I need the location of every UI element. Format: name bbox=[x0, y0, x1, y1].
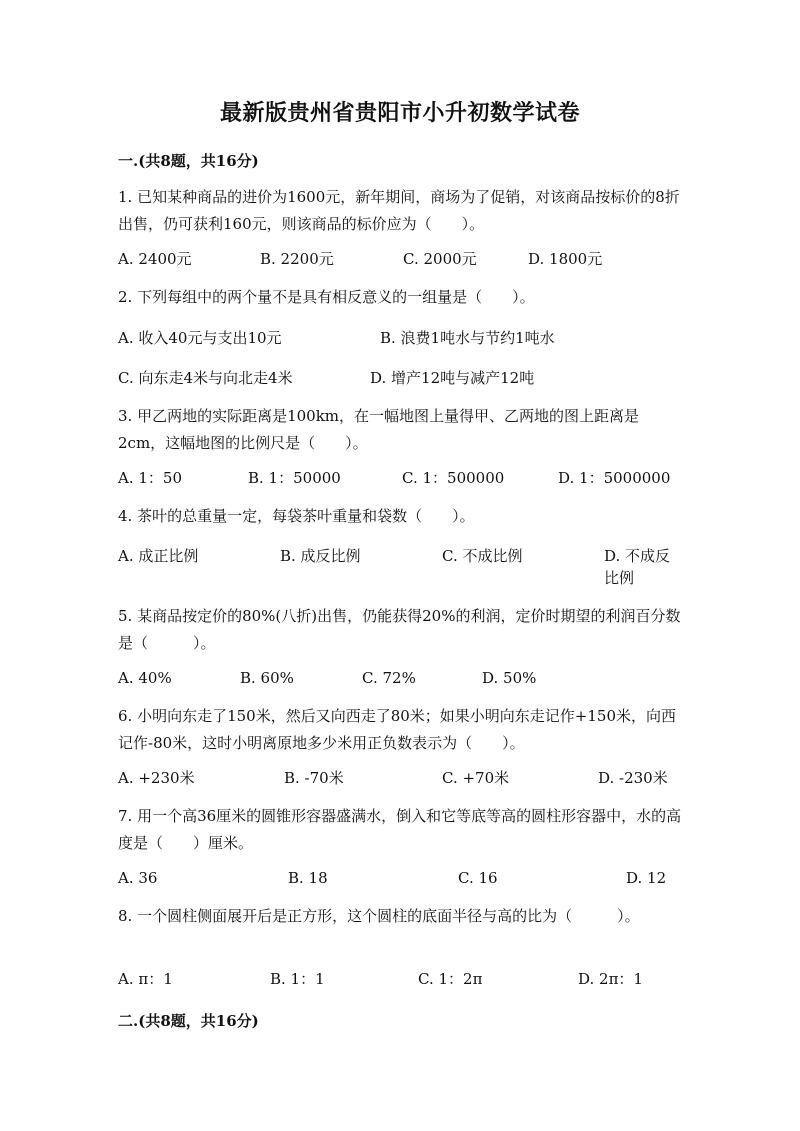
option-c[interactable]: C. 1：500000 bbox=[402, 469, 505, 487]
option-c[interactable]: C. 72% bbox=[362, 669, 416, 687]
question-8: 8. 一个圆柱侧面展开后是正方形，这个圆柱的底面半径与高的比为（ ）。 bbox=[118, 907, 640, 925]
options-2b bbox=[118, 366, 683, 390]
options-7 bbox=[118, 866, 683, 890]
option-a[interactable]: A. +230米 bbox=[118, 769, 195, 787]
section-heading-1: 一.(共8题，共16分) bbox=[118, 152, 259, 170]
option-c[interactable]: C. 2000元 bbox=[403, 250, 477, 268]
option-d[interactable]: D. 不成反比例 bbox=[604, 547, 671, 587]
options-5 bbox=[118, 666, 683, 690]
option-d[interactable]: D. 1800元 bbox=[528, 250, 603, 268]
option-d[interactable]: D. 2π：1 bbox=[578, 970, 643, 988]
options-6 bbox=[118, 766, 683, 790]
options-1 bbox=[118, 247, 683, 271]
option-d[interactable]: D. 12 bbox=[626, 869, 667, 887]
option-b[interactable]: B. -70米 bbox=[284, 769, 344, 787]
options-2a bbox=[118, 326, 683, 350]
question-1: 1. 已知某种商品的进价为1600元，新年期间，商场为了促销，对该商品按标价的8折出售，仍可获利160元，则该商品的标价应为（ ）。 bbox=[118, 188, 680, 233]
option-a[interactable]: A. 收入40元与支出10元 bbox=[118, 329, 282, 347]
option-c[interactable]: C. 1：2π bbox=[418, 970, 483, 988]
option-b[interactable]: B. 成反比例 bbox=[280, 547, 361, 565]
option-a[interactable]: A. 2400元 bbox=[118, 250, 192, 268]
option-c[interactable]: C. 16 bbox=[458, 869, 498, 887]
option-a[interactable]: A. 36 bbox=[118, 869, 158, 887]
option-b[interactable]: B. 浪费1吨水与节约1吨水 bbox=[380, 329, 555, 347]
option-b[interactable]: B. 2200元 bbox=[260, 250, 334, 268]
question-4: 4. 茶叶的总重量一定，每袋茶叶重量和袋数（ ）。 bbox=[118, 507, 475, 525]
option-d[interactable]: D. 50% bbox=[482, 669, 537, 687]
option-a[interactable]: A. π：1 bbox=[118, 970, 173, 988]
question-5: 5. 某商品按定价的80%(八折)出售，仍能获得20%的利润，定价时期望的利润百分数是（ ）。 bbox=[118, 607, 681, 652]
options-3 bbox=[118, 466, 683, 490]
option-a[interactable]: A. 成正比例 bbox=[118, 547, 199, 565]
option-c[interactable]: C. +70米 bbox=[442, 769, 510, 787]
option-b[interactable]: B. 1：50000 bbox=[248, 469, 341, 487]
option-c[interactable]: C. 向东走4米与向北走4米 bbox=[118, 369, 293, 387]
question-3: 3. 甲乙两地的实际距离是100km，在一幅地图上量得甲、乙两地的图上距离是2cm，这幅地图的比例尺是（ ）。 bbox=[118, 407, 640, 452]
option-a[interactable]: A. 40% bbox=[118, 669, 172, 687]
option-a[interactable]: A. 1：50 bbox=[118, 469, 182, 487]
page-title: 最新版贵州省贵阳市小升初数学试卷 bbox=[219, 100, 580, 126]
option-d[interactable]: D. 增产12吨与减产12吨 bbox=[370, 369, 535, 387]
option-d[interactable]: D. 1：5000000 bbox=[558, 469, 671, 487]
option-c[interactable]: C. 不成比例 bbox=[442, 547, 523, 565]
question-2: 2. 下列每组中的两个量不是具有相反意义的一组量是（ ）。 bbox=[118, 288, 535, 306]
option-d[interactable]: D. -230米 bbox=[598, 769, 668, 787]
option-b[interactable]: B. 18 bbox=[288, 869, 328, 887]
option-b[interactable]: B. 60% bbox=[240, 669, 294, 687]
options-4 bbox=[118, 545, 683, 589]
options-8 bbox=[118, 967, 683, 991]
option-b[interactable]: B. 1：1 bbox=[270, 970, 325, 988]
question-6: 6. 小明向东走了150米，然后又向西走了80米；如果小明向东走记作+150米，向西记作-80米，这时小明离原地多少米用正负数表示为（ ）。 bbox=[118, 707, 676, 752]
question-7: 7. 用一个高36厘米的圆锥形容器盛满水，倒入和它等底等高的圆柱形容器中，水的高度是（ ）厘米。 bbox=[118, 807, 682, 852]
section-heading-2: 二.(共8题，共16分) bbox=[118, 1012, 259, 1030]
